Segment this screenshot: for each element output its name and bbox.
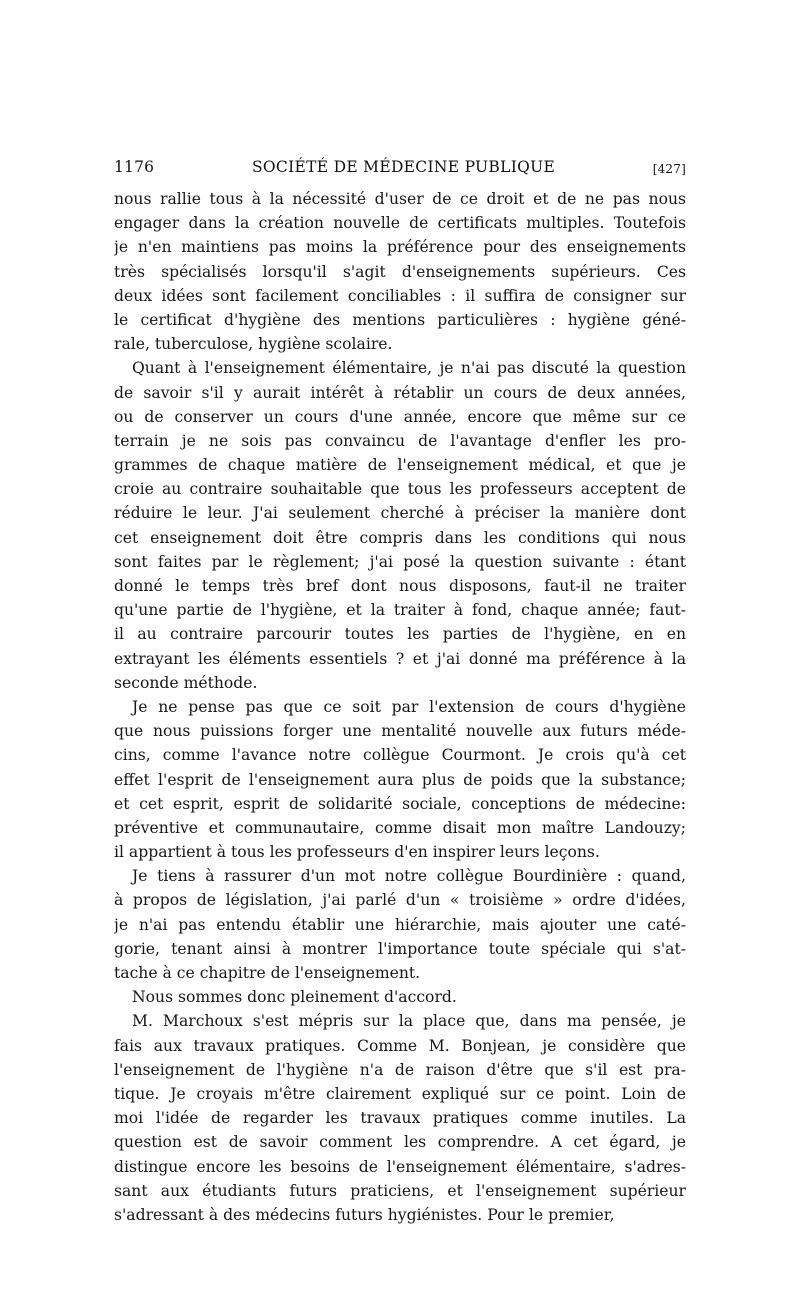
text-line: gorie, tenant ainsi à montrer l'importance toute spéciale qui s'at- [114,939,686,958]
text-line: moi l'idée de regarder les travaux pratiques comme inutiles. La [114,1109,686,1128]
text-line: s'adressant à des médecins futurs hygiénistes. Pour le premier, [114,1205,615,1224]
paragraph [114,187,686,356]
text-line: nous rallie tous à la nécessité d'user de ce droit et de ne pas nous [114,190,686,208]
text-line: cins, comme l'avance notre collègue Courmont. Je crois qu'à cet [114,746,686,765]
running-head [114,158,686,182]
text-line: Quant à l'enseignement élémentaire, je n'ai pas discuté la question [132,359,686,378]
text-line: croie au contraire souhaitable que tous les professeurs acceptent de [114,480,686,499]
paragraph [114,1009,686,1227]
text-line: M. Marchoux s'est mépris sur la place que, dans ma pensée, je [132,1012,686,1031]
text-line: Je ne pense pas que ce soit par l'extension de cours d'hygiène [132,697,686,716]
text-line: à propos de législation, j'ai parlé d'un « troisième » ordre d'idées, [114,891,686,910]
text-line: préventive et communautaire, comme disait mon maître Landouzy; [114,818,686,837]
text-line: ou de conserver un cours d'une année, encore que même sur ce [114,407,686,426]
text-line: extrayant les éléments essentiels ? et j'ai donné ma préférence à la [114,649,686,668]
page-number: 1176 [114,158,155,176]
text-line: l'enseignement de l'hygiène n'a de raison d'être que s'il est pra- [114,1060,686,1079]
text-line: qu'une partie de l'hygiène, et la traiter à fond, chaque année; faut- [114,601,686,620]
text-line: distingue encore les besoins de l'enseignement élémentaire, s'adres- [114,1157,686,1176]
text-line: Nous sommes donc pleinement d'accord. [132,988,457,1007]
text-line: tique. Je croyais m'être clairement expliqué sur ce point. Loin de [114,1084,686,1103]
section-reference: [427] [652,162,686,176]
journal-title: SOCIÉTÉ DE MÉDECINE PUBLIQUE [252,158,556,176]
text-line: sant aux étudiants futurs praticiens, et l'enseignement supérieur [114,1181,686,1200]
paragraph [114,864,686,985]
text-line: très spécialisés lorsqu'il s'agit d'enseignements supérieurs. Ces [114,262,686,281]
text-line: il au contraire parcourir toutes les parties de l'hygiène, en en [114,625,686,644]
text-line: que nous puissions forger une mentalité nouvelle aux futurs méde- [114,722,686,741]
paragraph [114,356,686,695]
text-line: rale, tuberculose, hygiène scolaire. [114,335,393,354]
text-line: deux idées sont facilement conciliables : il suffira de consigner sur [114,286,686,305]
text-line: grammes de chaque matière de l'enseignement médical, et que je [114,456,686,475]
text-line: je n'en maintiens pas moins la préférence pour des enseignements [114,238,686,257]
text-line: donné le temps très bref dont nous disposons, faut-il ne traiter [114,577,686,595]
text-line: réduire le leur. J'ai seulement cherché à préciser la manière dont [114,504,686,523]
text-line: sont faites par le règlement; j'ai posé la question suivante : étant [114,552,686,571]
paragraph [114,985,686,1009]
text-line: question est de savoir comment les comprendre. A cet égard, je [114,1133,686,1152]
text-line: tache à ce chapitre de l'enseignement. [114,964,421,982]
text-line: le certificat d'hygiène des mentions particulières : hygiène géné- [114,310,686,329]
paragraph [114,695,686,864]
text-line: cet enseignement doit être compris dans les conditions qui nous [114,528,686,547]
text-line: seconde méthode. [114,673,258,692]
text-line: terrain je ne sois pas convaincu de l'avantage d'enfler les pro- [114,431,686,450]
text-line: de savoir s'il y aurait intérêt à rétablir un cours de deux années, [114,383,686,402]
text-line: Je tiens à rassurer d'un mot notre collègue Bourdinière : quand, [132,867,686,886]
text-line: fais aux travaux pratiques. Comme M. Bonjean, je considère que [114,1036,686,1055]
text-line: je n'ai pas entendu établir une hiérarchie, mais ajouter une caté- [114,915,686,934]
body-text [114,187,686,1227]
text-line: engager dans la création nouvelle de certificats multiples. Toutefois [114,214,686,233]
text-line: il appartient à tous les professeurs d'en inspirer leurs leçons. [114,843,600,862]
text-line: et cet esprit, esprit de solidarité sociale, conceptions de médecine: [114,794,686,813]
text-line: effet l'esprit de l'enseignement aura plus de poids que la substance; [114,770,686,789]
